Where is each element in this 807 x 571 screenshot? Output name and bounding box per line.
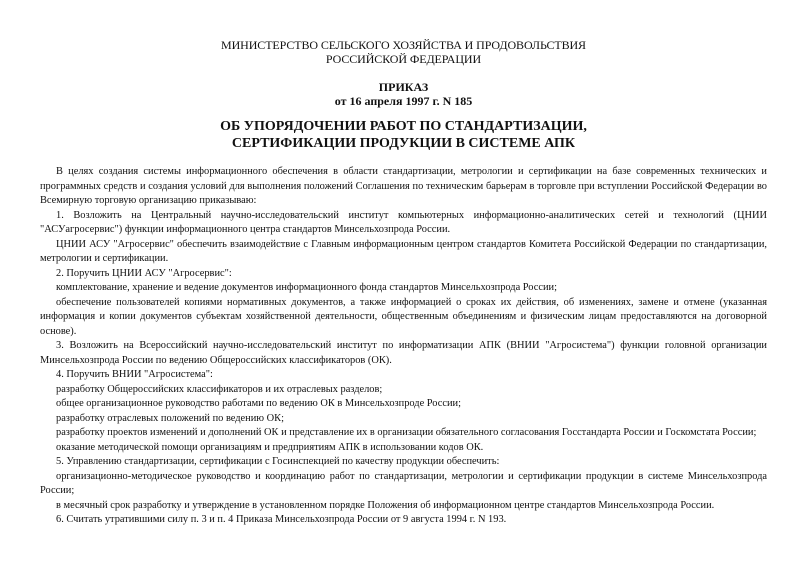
title-line-1: ОБ УПОРЯДОЧЕНИИ РАБОТ ПО СТАНДАРТИЗАЦИИ, bbox=[220, 119, 587, 134]
paragraph: 2. Поручить ЦНИИ АСУ "Агросервис": bbox=[56, 267, 232, 279]
paragraph: 6. Считать утратившими силу п. 3 и п. 4 Приказа Минсельхозпрода России от 9 августа 1994 г. N 193. bbox=[56, 514, 507, 525]
paragraph: оказание методической помощи организациям и предприятиям АПК в использовании кодов ОК. bbox=[56, 441, 484, 453]
paragraph: общее организационное руководство работами по ведению ОК в Минсельхозпроде России; bbox=[56, 398, 461, 409]
paragraph: разработку проектов изменений и дополнений ОК и представление их в организации обязательного согласования Госстандарта России и Госкомстата России; bbox=[56, 427, 757, 438]
ministry-country: РОССИЙСКОЙ ФЕДЕРАЦИИ bbox=[325, 52, 482, 66]
paragraph: ЦНИИ АСУ "Агросервис" обеспечить взаимодействие с Главным информационным центром стандартов Комитета Российской Федерации по стандартизации, метрологии и сертификации. bbox=[40, 238, 767, 264]
ministry-header bbox=[0, 38, 807, 66]
order-date-number: от 16 апреля 1997 г. N 185 bbox=[334, 94, 473, 108]
paragraph: в месячный срок разработку и утверждение в установленном порядке Положения об информационном центре стандартов Минсельхозпрода России. bbox=[56, 499, 715, 511]
paragraph: 5. Управлению стандартизации, сертификации с Госинспекцией по качеству продукции обеспечить: bbox=[56, 456, 500, 467]
paragraph: комплектование, хранение и ведение документов информационного фонда стандартов Минсельхозпрода России; bbox=[56, 282, 557, 293]
order-block bbox=[0, 80, 807, 108]
paragraph: разработку отраслевых положений по ведению ОК; bbox=[56, 412, 284, 424]
paragraph: 4. Поручить ВНИИ "Агросистема": bbox=[56, 369, 213, 380]
paragraph: организационно-методическое руководство и координацию работ по стандартизации, метрологии и сертификации продукции в системе Минсельхозпрода России; bbox=[40, 470, 767, 496]
ministry-name: МИНИСТЕРСТВО СЕЛЬСКОГО ХОЗЯЙСТВА И ПРОДОВОЛЬСТВИЯ bbox=[221, 38, 586, 52]
order-kind: ПРИКАЗ bbox=[378, 80, 429, 94]
paragraph: разработку Общероссийских классификаторов и их отраслевых разделов; bbox=[56, 383, 383, 395]
paragraph: 1. Возложить на Центральный научно-исследовательский институт компьютерных информационно-аналитических сетей и технологий (ЦНИИ "АСУагросервис") функции информационного центра стандартов Минсельхозпрода России. bbox=[40, 209, 767, 235]
title-line-2: СЕРТИФИКАЦИИ ПРОДУКЦИИ В СИСТЕМЕ АПК bbox=[231, 136, 576, 151]
document-title bbox=[0, 118, 807, 152]
paragraph: 3. Возложить на Всероссийский научно-исследовательский институт по информатизации АПК (ВНИИ "Агросистема") функции головной организации Минсельхозпрода России по ведению Общероссийских классификаторов (ОК). bbox=[40, 340, 767, 366]
document-body bbox=[40, 165, 767, 528]
paragraph: В целях создания системы информационного обеспечения в области стандартизации, метрологии и сертификации на базе современных технических и программных средств и создания условий для выполнения положений Соглашения по техническим барьерам в торговле при вступлении Российской Федерации во Всемирную торговую организацию приказываю: bbox=[40, 166, 767, 206]
paragraph: обеспечение пользователей копиями нормативных документов, а также информацией о сроках их действия, об изменениях, замене и отмене (указанная информация и копии документов субъектам хозяйственной деятельности, общественным объединениям и физическим лицам предоставляются на договорной основе). bbox=[40, 296, 767, 337]
